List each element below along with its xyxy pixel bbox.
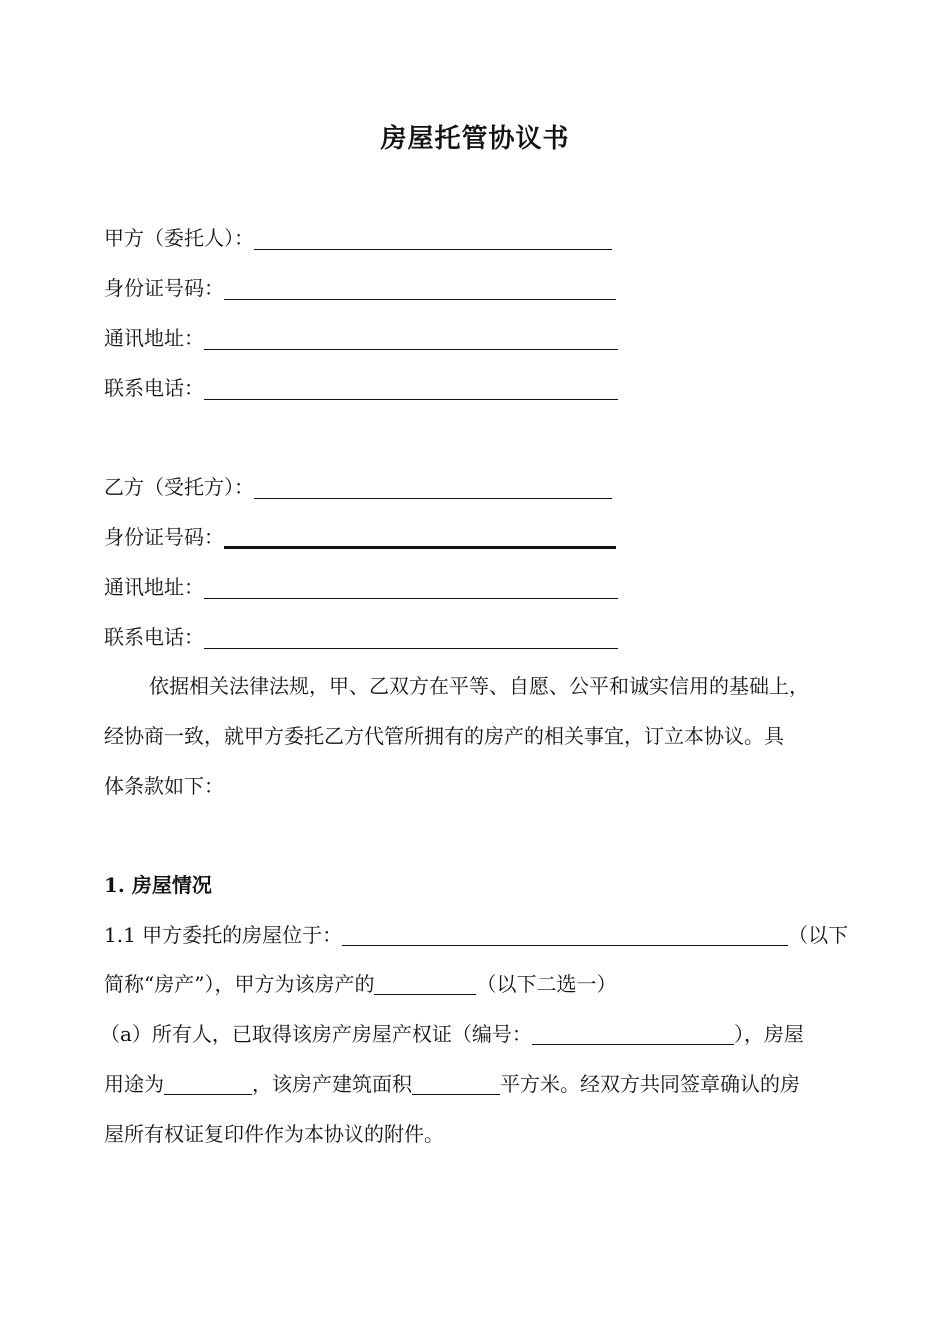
ownership-suffix: （以下二选一）: [476, 972, 617, 996]
option-a-label: （a）所有人，已取得该房产房屋产权证（编号：: [100, 1022, 532, 1046]
section-1-para-line-3: [100, 1020, 804, 1048]
intro-line-3: 体条款如下：: [104, 774, 224, 798]
certificate-number-blank[interactable]: [532, 1022, 734, 1045]
party-a-address-row: [104, 324, 618, 352]
party-a-id-row: [104, 274, 616, 302]
party-b-address-label: 通讯地址：: [104, 575, 204, 599]
location-label: 1.1 甲方委托的房屋位于：: [104, 923, 343, 947]
party-a-phone-label: 联系电话：: [104, 376, 204, 400]
party-b-label: 乙方（受托方）：: [104, 475, 254, 499]
party-a-id-label: 身份证号码：: [104, 276, 224, 300]
area-blank[interactable]: [412, 1072, 500, 1095]
party-a-phone-blank[interactable]: [204, 377, 618, 400]
party-a-address-label: 通讯地址：: [104, 326, 204, 350]
area-label: ，该房产建筑面积: [252, 1072, 412, 1096]
section-1-para-line-4: [104, 1070, 800, 1098]
party-b-phone-label: 联系电话：: [104, 625, 204, 649]
location-suffix: （以下: [788, 923, 849, 947]
party-b-address-row: [104, 573, 618, 601]
ownership-label: 简称“房产”），甲方为该房产的: [104, 972, 375, 996]
party-a-id-blank[interactable]: [224, 277, 616, 300]
intro-line-1: 依据相关法律法规，甲、乙双方在平等、自愿、公平和诚实信用的基础上，: [149, 674, 809, 698]
party-a-row: [104, 224, 612, 252]
usage-blank[interactable]: [164, 1072, 252, 1095]
party-a-blank[interactable]: [254, 227, 612, 250]
party-b-row: [104, 473, 612, 501]
area-suffix: 平方米。经双方共同签章确认的房: [500, 1072, 800, 1096]
party-b-id-row: [104, 523, 616, 551]
party-b-phone-row: [104, 623, 618, 651]
party-a-phone-row: [104, 374, 618, 402]
party-a-label: 甲方（委托人）：: [104, 226, 254, 250]
party-b-address-blank[interactable]: [204, 576, 618, 599]
option-a-suffix: ），房屋: [733, 1022, 804, 1046]
location-blank[interactable]: [342, 923, 788, 946]
section-1-para-line-2: [104, 970, 616, 998]
party-b-id-label: 身份证号码：: [104, 525, 224, 549]
ownership-blank[interactable]: [374, 972, 476, 995]
usage-label: 用途为: [104, 1072, 164, 1096]
party-b-phone-blank[interactable]: [204, 626, 618, 649]
intro-line-2: 经协商一致，就甲方委托乙方代管所拥有的房产的相关事宜，订立本协议。具: [104, 724, 784, 748]
party-a-address-blank[interactable]: [204, 327, 618, 350]
section-1-heading: 1. 房屋情况: [104, 873, 212, 897]
section-1-para-line-1: [104, 921, 848, 949]
section-1-para-line-5: 屋所有权证复印件作为本协议的附件。: [104, 1122, 444, 1146]
document-title: 房屋托管协议书: [380, 124, 570, 154]
party-b-id-blank[interactable]: [224, 524, 616, 549]
party-b-blank[interactable]: [254, 476, 612, 499]
